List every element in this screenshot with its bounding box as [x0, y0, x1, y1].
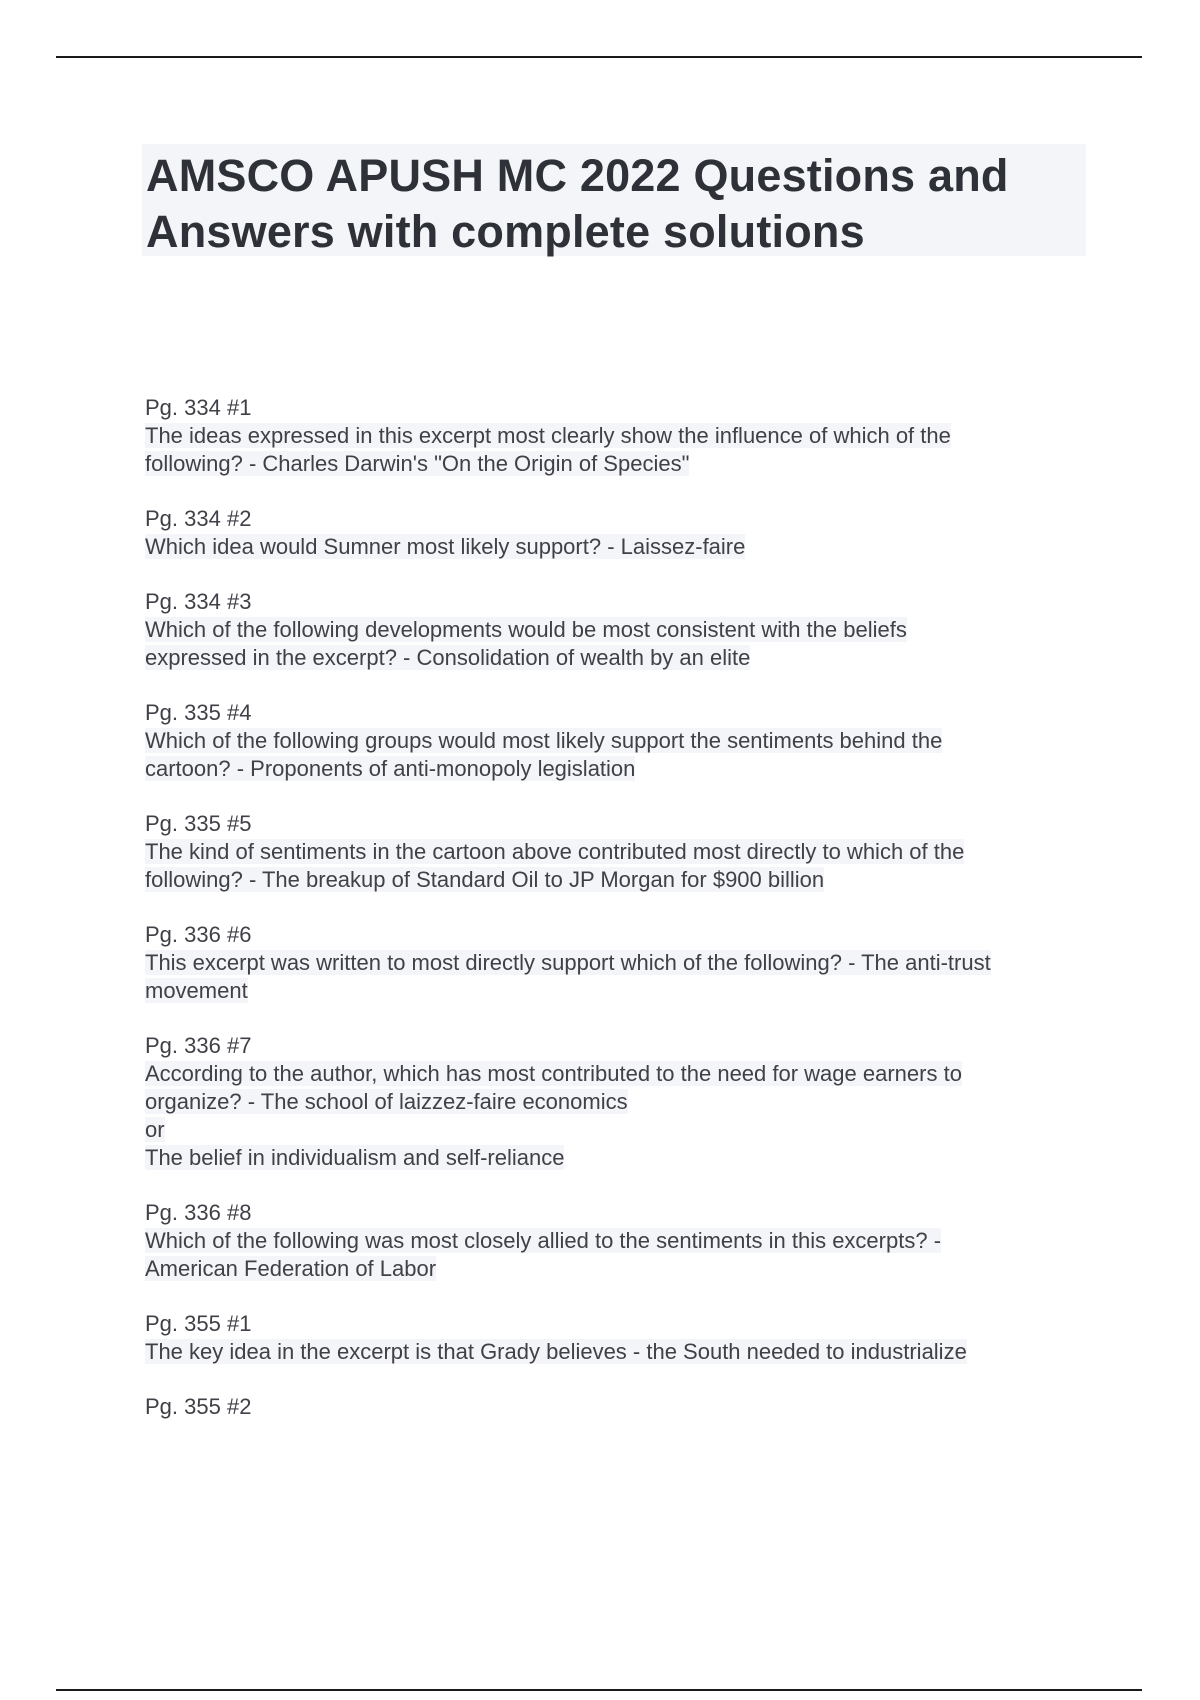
question-answer-line: [145, 1060, 1085, 1088]
title-line-2: Answers with complete solutions: [146, 206, 865, 257]
question-reference: Pg. 355 #2: [145, 1394, 252, 1419]
qa-item: [145, 1393, 1085, 1421]
question-reference: Pg. 335 #5: [145, 811, 252, 836]
question-answer-line: [145, 977, 1085, 1005]
qa-item: [145, 1310, 1085, 1366]
question-answer-line: [145, 838, 1085, 866]
question-reference: Pg. 336 #8: [145, 1200, 252, 1225]
question-reference: Pg. 336 #7: [145, 1033, 252, 1058]
qa-item: [145, 1032, 1085, 1172]
top-rule: [56, 56, 1142, 58]
question-reference: Pg. 335 #4: [145, 700, 252, 725]
question-answer-line: [145, 1227, 1085, 1255]
question-answer-line: [145, 1116, 1085, 1144]
line-text: Which idea would Sumner most likely support? - Laissez-faire: [145, 534, 746, 559]
line-text: following? - Charles Darwin's "On the Origin of Species": [145, 451, 690, 476]
line-text: The belief in individualism and self-reliance: [145, 1145, 565, 1170]
question-reference: Pg. 334 #1: [145, 395, 252, 420]
question-answer-line: [145, 1088, 1085, 1116]
line-text: cartoon? - Proponents of anti-monopoly legislation: [145, 756, 636, 781]
title-block: [142, 144, 1086, 256]
question-answer-line: [145, 1144, 1085, 1172]
question-answer-line: [145, 1338, 1085, 1366]
qa-item: [145, 1199, 1085, 1283]
bottom-rule: [56, 1689, 1142, 1691]
line-text: The key idea in the excerpt is that Grady believes - the South needed to industrialize: [145, 1339, 967, 1364]
question-answer-line: [145, 616, 1085, 644]
line-text: Which of the following developments would be most consistent with the beliefs: [145, 617, 907, 642]
line-text: or: [145, 1117, 165, 1142]
question-answer-line: [145, 533, 1085, 561]
question-answer-line: [145, 644, 1085, 672]
qa-item: [145, 699, 1085, 783]
qa-item: [145, 921, 1085, 1005]
question-answer-line: [145, 727, 1085, 755]
line-text: organize? - The school of laizzez-faire economics: [145, 1089, 628, 1114]
question-list: [145, 394, 1085, 1448]
question-reference: Pg. 355 #1: [145, 1311, 252, 1336]
question-answer-line: [145, 422, 1085, 450]
line-text: Which of the following was most closely allied to the sentiments in this excerpts? -: [145, 1228, 942, 1253]
question-answer-line: [145, 866, 1085, 894]
qa-item: [145, 588, 1085, 672]
line-text: movement: [145, 978, 248, 1003]
line-text: Which of the following groups would most likely support the sentiments behind the: [145, 728, 943, 753]
question-reference: Pg. 336 #6: [145, 922, 252, 947]
question-reference: Pg. 334 #3: [145, 589, 252, 614]
line-text: American Federation of Labor: [145, 1256, 437, 1281]
line-text: This excerpt was written to most directly support which of the following? - The anti-trust: [145, 950, 991, 975]
question-reference: Pg. 334 #2: [145, 506, 252, 531]
question-answer-line: [145, 450, 1085, 478]
line-text: following? - The breakup of Standard Oil to JP Morgan for $900 billion: [145, 867, 825, 892]
qa-item: [145, 505, 1085, 561]
qa-item: [145, 394, 1085, 478]
question-answer-line: [145, 755, 1085, 783]
line-text: The ideas expressed in this excerpt most clearly show the influence of which of the: [145, 423, 951, 448]
question-answer-line: [145, 1255, 1085, 1283]
title-line-1: AMSCO APUSH MC 2022 Questions and: [146, 150, 1009, 201]
qa-item: [145, 810, 1085, 894]
line-text: According to the author, which has most contributed to the need for wage earners to: [145, 1061, 962, 1086]
document-title: [142, 144, 1086, 260]
question-answer-line: [145, 949, 1085, 977]
line-text: expressed in the excerpt? - Consolidation of wealth by an elite: [145, 645, 751, 670]
line-text: The kind of sentiments in the cartoon above contributed most directly to which of the: [145, 839, 965, 864]
